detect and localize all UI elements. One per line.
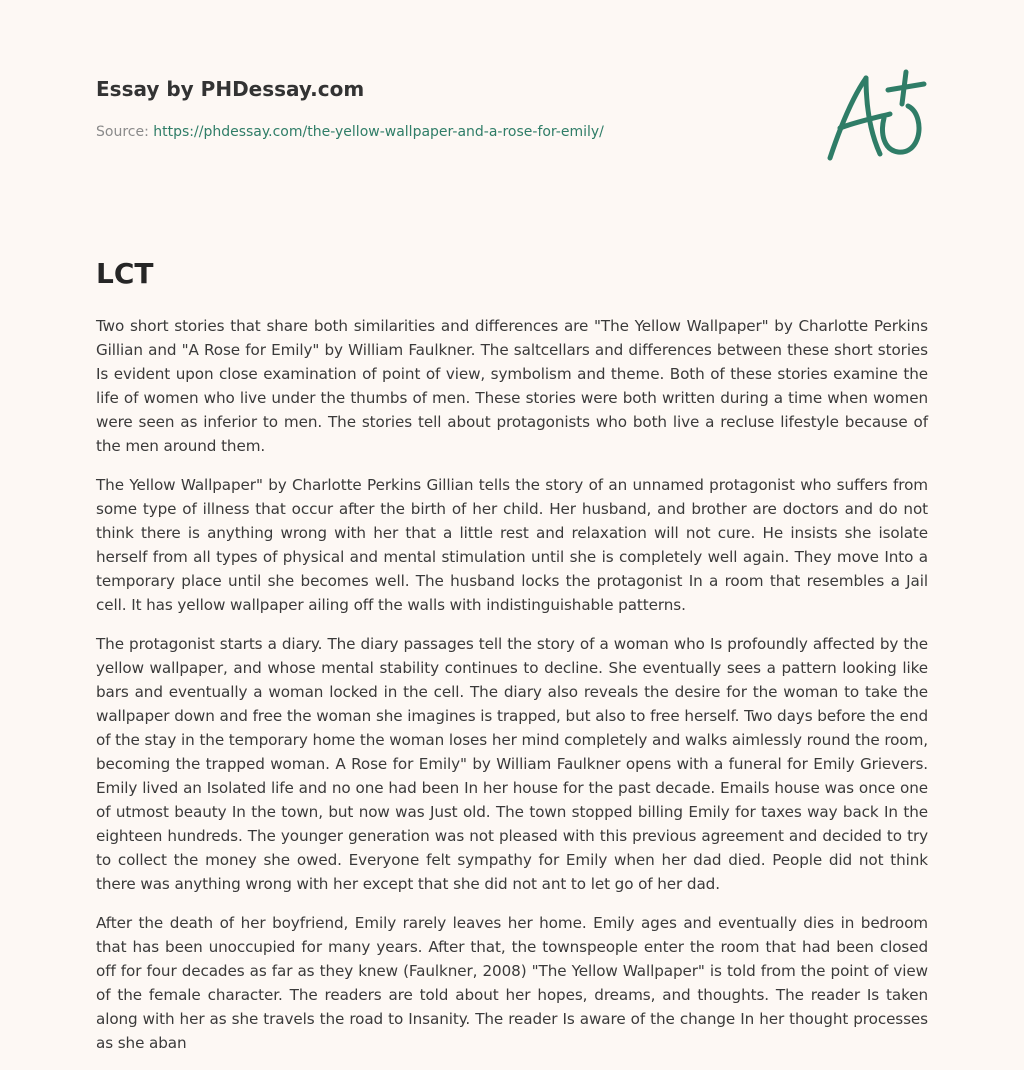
essay-title: LCT: [96, 257, 154, 290]
essay-paragraph: After the death of her boyfriend, Emily rarely leaves her home. Emily ages and eventually dies in bedroom that has been unoccupied for many years. After that, the townspeople enter the room that had been closed off for four decades as far as they knew (Faulkner, 2008) "The Yellow Wallpaper" is told from the point of view of the female character. The readers are told about her hopes, dreams, and thoughts. The reader Is taken along with her as she travels the road to Insanity. The reader Is aware of the change In her thought processes as she aban: [96, 914, 928, 1052]
a-plus-grade-logo-icon: [820, 66, 930, 166]
essay-paragraph: Two short stories that share both similarities and differences are "The Yellow Wallpaper" by Charlotte Perkins Gillian and "A Rose for Emily" by William Faulkner. The saltcellars and differences between these short stories Is evident upon close examination of point of view, symbolism and theme. Both of these stories examine the life of women who live under the thumbs of men. These stories were both written during a time when women were seen as inferior to men. The stories tell about protagonists who both live a recluse lifestyle because of the men around them.: [96, 317, 928, 455]
site-title: Essay by PHDessay.com: [96, 77, 365, 101]
essay-body: [96, 314, 928, 1070]
source-line: [96, 122, 796, 142]
page-header: [96, 74, 796, 142]
essay-paragraph: The Yellow Wallpaper" by Charlotte Perkins Gillian tells the story of an unnamed protagonist who suffers from some type of illness that occur after the birth of her child. Her husband, and brother are doctors and do not think there is anything wrong with her that a little rest and relaxation will not cure. He insists she isolate herself from all types of physical and mental stimulation until she is completely well again. They move Into a temporary place until she becomes well. The husband locks the protagonist In a room that resembles a Jail cell. It has yellow wallpaper ailing off the walls with indistinguishable patterns.: [96, 476, 928, 614]
essay-paragraph: The protagonist starts a diary. The diary passages tell the story of a woman who Is profoundly affected by the yellow wallpaper, and whose mental stability continues to decline. She eventually sees a pattern looking like bars and eventually a woman locked in the cell. The diary also reveals the desire for the woman to take the wallpaper down and free the woman she imagines is trapped, but also to free herself. Two days before the end of the stay in the temporary home the woman loses her mind completely and walks aimlessly round the room, becoming the trapped woman. A Rose for Emily" by William Faulkner opens with a funeral for Emily Grievers. Emily lived an Isolated life and no one had been In her house for the past decade. Emails house was once one of utmost beauty In the town, but now was Just old. The town stopped billing Emily for taxes way back In the eighteen hundreds. The younger generation was not pleased with this previous agreement and decided to try to collect the money she owed. Everyone felt sympathy for Emily when her dad died. People did not think there was anything wrong with her except that she did not ant to let go of her dad.: [96, 635, 928, 893]
source-link[interactable]: https://phdessay.com/the-yellow-wallpaper-and-a-rose-for-emily/: [153, 124, 604, 140]
source-label: Source:: [96, 124, 149, 140]
